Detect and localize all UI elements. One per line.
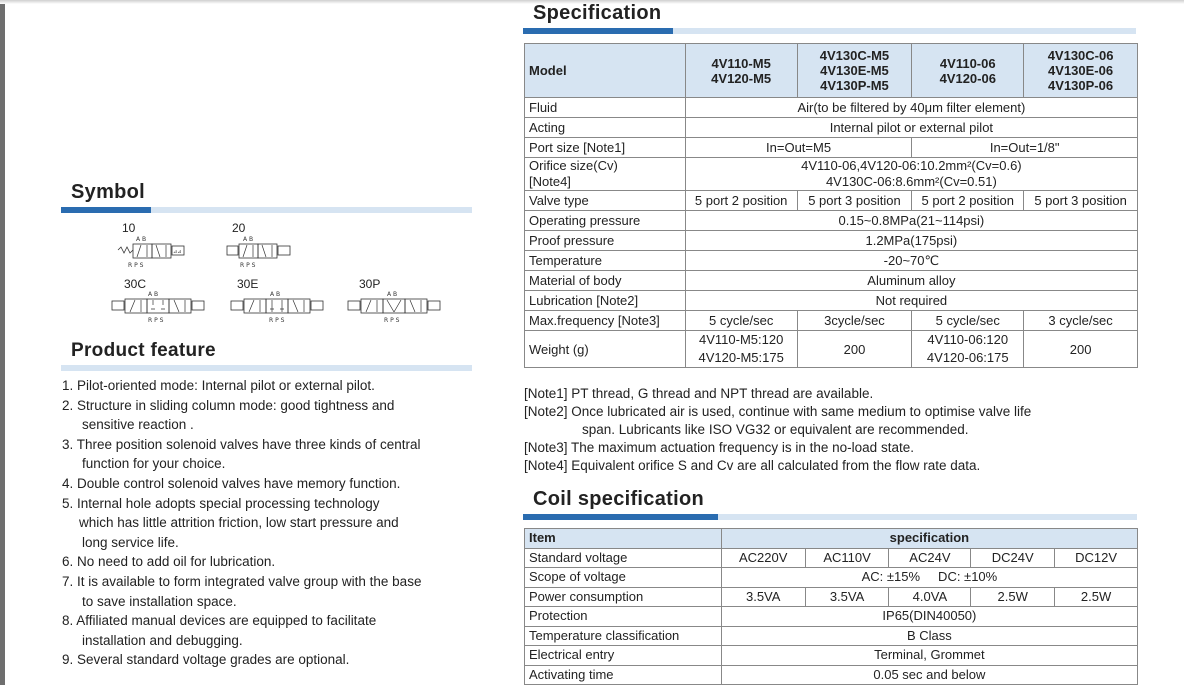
feature-item: 6. No need to add oil for lubrication. (62, 554, 276, 570)
valve-symbol-30c (111, 289, 211, 325)
coil-row-voltage: Standard voltage AC220V AC110V AC24V DC24V DC12V (525, 548, 1138, 568)
svg-text:⊿⊿: ⊿⊿ (173, 249, 182, 255)
spec-header-row (525, 44, 1138, 98)
spec-row-material: Material of body Aluminum alloy (525, 271, 1138, 291)
valve-symbol-10 (116, 234, 188, 270)
coil-title: Coil specification (533, 488, 704, 510)
svg-text:R P S: R P S (128, 262, 144, 269)
symbol-label-10: 10 (122, 221, 136, 235)
spec-row-weight: Weight (g) 4V110-M5:120 4V120-M5:175 200 4V110-06:120 4V120-06:175 200 (525, 331, 1138, 368)
feature-item: 1. Pilot-oriented mode: Internal pilot or external pilot. (62, 378, 375, 393)
spec-row-valve: Valve type 5 port 2 position 5 port 3 position 5 port 2 position 5 port 3 position (525, 191, 1138, 211)
symbol-label-20: 20 (232, 221, 246, 235)
feature-item: 9. Several standard voltage grades are optional. (62, 652, 350, 668)
svg-text:R P S: R P S (240, 262, 256, 269)
spec-row-orifice: Orifice size(Cv) [Note4] 4V110-06,4V120-06:10.2mm²(Cv=0.6) 4V130C-06:8.6mm²(Cv=0.51) (525, 158, 1138, 191)
model-col-2: 4V130C-M5 4V130E-M5 4V130P-M5 (797, 44, 912, 98)
feature-list (62, 376, 482, 670)
model-col-3: 4V110-06 4V120-06 (912, 44, 1024, 98)
coil-table (524, 528, 1138, 685)
feature-title-bar (61, 365, 472, 371)
feature-item: 2. Structure in sliding column mode: good tightness and sensitive reaction . (62, 397, 395, 433)
spec-title-bar (523, 28, 1136, 34)
note-2: [Note2] Once lubricated air is used, continue with same medium to optimise valve life (524, 404, 1032, 419)
svg-text:A B: A B (387, 291, 398, 298)
spec-table (524, 43, 1138, 368)
feature-title: Product feature (71, 340, 216, 361)
coil-header-row: Item specification (525, 529, 1138, 549)
spec-row-fluid: Fluid Air(to be filtered by 40μm filter element) (525, 98, 1138, 118)
spec-row-lubrication: Lubrication [Note2] Not required (525, 291, 1138, 311)
spec-notes (524, 385, 1164, 475)
note-3: [Note3] The maximum actuation frequency is in the no-load state. (524, 440, 914, 455)
coil-row-power: Power consumption 3.5VA 3.5VA 4.0VA 2.5W 2.5W (525, 587, 1138, 607)
coil-row-activating: Activating time 0.05 sec and below (525, 665, 1138, 685)
coil-row-tempclass: Temperature classification B Class (525, 626, 1138, 646)
note-4: [Note4] Equivalent orifice S and Cv are all calculated from the flow rate data. (524, 458, 981, 473)
valve-symbol-30e (230, 289, 330, 325)
coil-title-bar (523, 514, 1137, 520)
feature-item: 5. Internal hole adopts special processing technology which has little attrition friction, low start pressure and long service life. (62, 495, 399, 550)
symbol-title-bar (61, 207, 472, 213)
spec-row-frequency: Max.frequency [Note3] 5 cycle/sec 3cycle/sec 5 cycle/sec 3 cycle/sec (525, 311, 1138, 331)
spec-row-temperature: Temperature -20~70℃ (525, 251, 1138, 271)
note-2-cont: span. Lubricants like ISO VG32 or equivalent are recommended. (582, 422, 969, 437)
spec-row-operating: Operating pressure 0.15~0.8MPa(21~114psi) (525, 211, 1138, 231)
svg-text:A B: A B (270, 291, 281, 298)
spec-title: Specification (533, 2, 662, 24)
symbol-label-30e: 30E (237, 277, 259, 291)
feature-item: 4. Double control solenoid valves have memory function. (62, 475, 401, 491)
svg-text:R P S: R P S (384, 317, 400, 324)
coil-row-protection: Protection IP65(DIN40050) (525, 607, 1138, 627)
feature-item: 8. Affiliated manual devices are equipped to facilitate installation and debugging. (62, 613, 377, 648)
spec-row-port: Port size [Note1] In=Out=M5 In=Out=1/8" (525, 138, 1138, 158)
coil-row-scope: Scope of voltage AC: ±15% DC: ±10% (525, 568, 1138, 588)
feature-item: 3. Three position solenoid valves have three kinds of central function for your choice. (62, 436, 421, 472)
valve-symbol-20 (226, 234, 302, 270)
svg-text:A B: A B (148, 291, 159, 298)
left-border (0, 0, 5, 685)
svg-text:R P S: R P S (269, 317, 285, 324)
coil-row-entry: Electrical entry Terminal, Grommet (525, 646, 1138, 666)
svg-text:R P S: R P S (148, 317, 164, 324)
symbol-label-30p: 30P (359, 277, 381, 291)
valve-symbol-30p (347, 289, 447, 325)
symbol-title: Symbol (71, 181, 146, 203)
spec-row-acting: Acting Internal pilot or external pilot (525, 118, 1138, 138)
model-col-1: 4V110-M5 4V120-M5 (685, 44, 797, 98)
note-1: [Note1] PT thread, G thread and NPT thread are available. (524, 386, 874, 401)
feature-item: 7. It is available to form integrated valve group with the base to save installation space. (62, 573, 422, 609)
model-col-4: 4V130C-06 4V130E-06 4V130P-06 (1024, 44, 1138, 98)
symbol-label-30c: 30C (124, 277, 147, 291)
svg-text:A B: A B (136, 236, 147, 243)
spec-row-proof: Proof pressure 1.2MPa(175psi) (525, 231, 1138, 251)
model-label: Model (525, 44, 686, 98)
svg-text:A B: A B (243, 236, 254, 243)
